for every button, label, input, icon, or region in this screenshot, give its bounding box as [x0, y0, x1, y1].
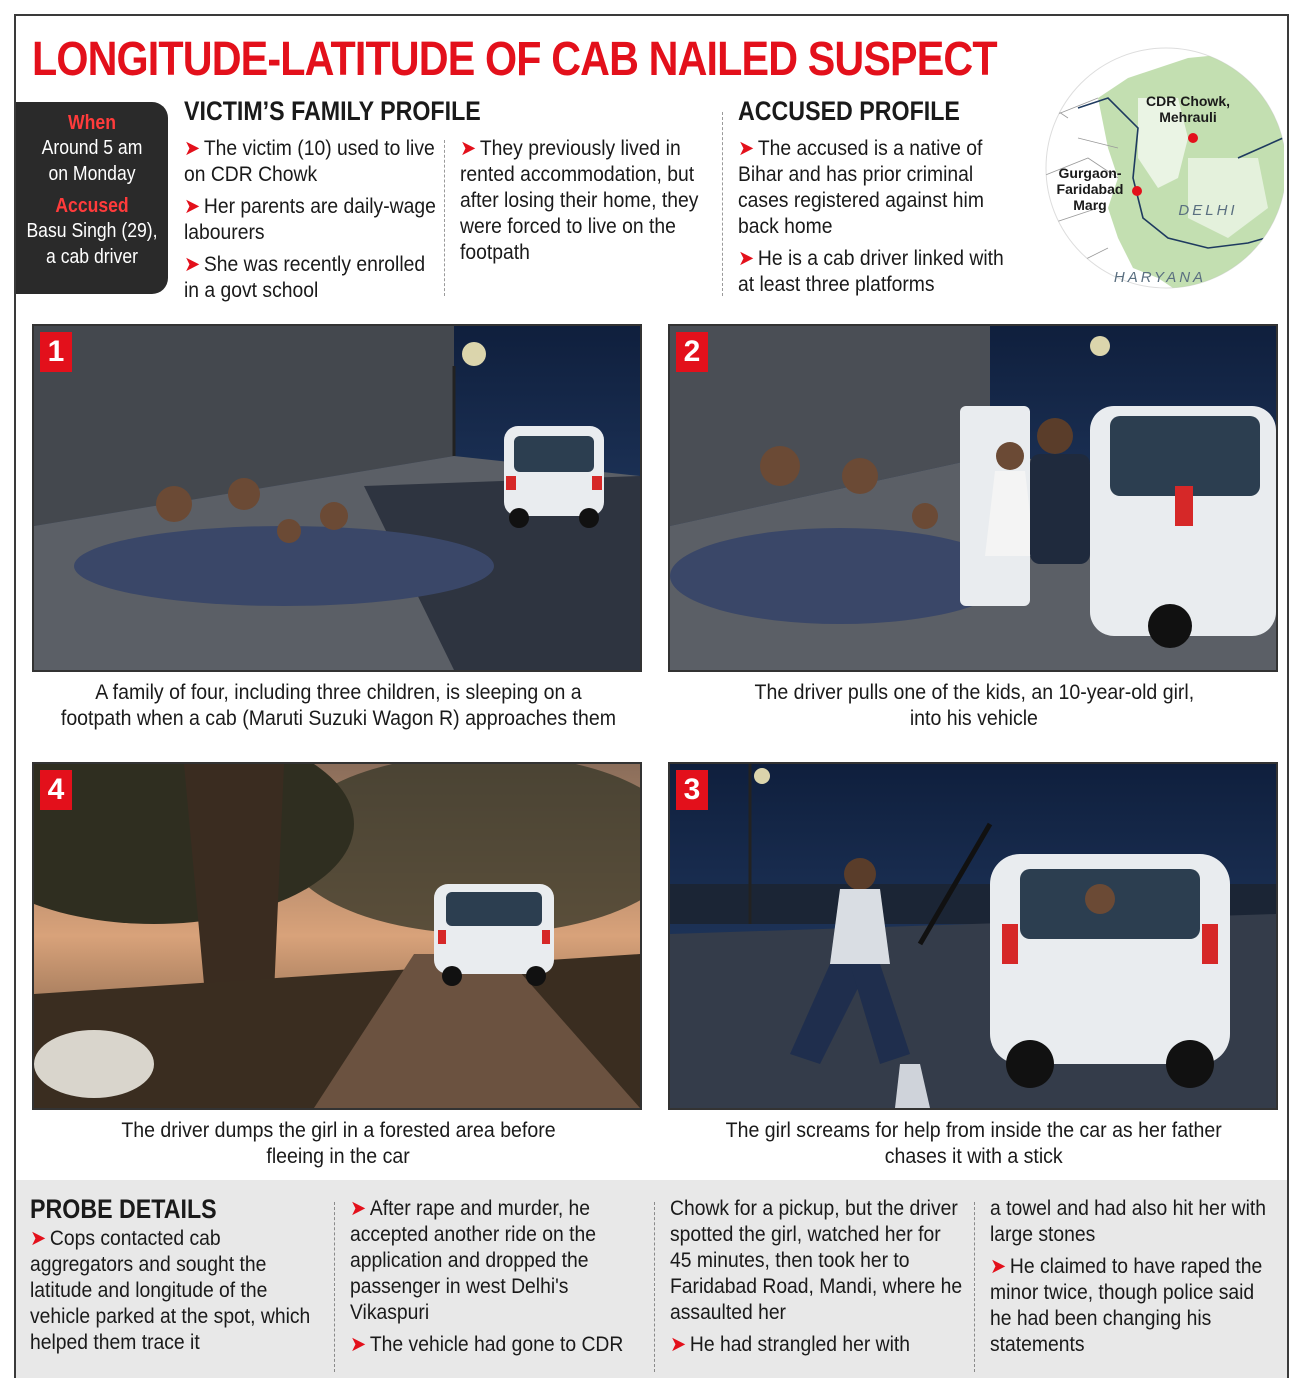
probe-title: PROBE DETAILS: [30, 1194, 217, 1224]
family-sleeping-scene-icon: [34, 326, 640, 670]
panel-1-caption: A family of four, including three children, is sleeping on a footpath when a cab (Maruti Suzuki Wagon R) approaches them: [60, 681, 616, 730]
father-chase-scene-icon: [670, 764, 1276, 1108]
panel-4: [32, 762, 642, 1110]
forest-dump-scene-icon: [34, 764, 640, 1108]
map-label-cdr-2: Mehrauli: [1159, 109, 1217, 125]
map-label-cdr-1: CDR Chowk,: [1146, 93, 1230, 109]
probe-col-2: ➤ After rape and murder, he accepted another ride on the application and dropped the passenger in west Delhi's Vikaspuri ➤ The vehicle had gone to CDR: [350, 1197, 624, 1356]
panel-number: 3: [676, 770, 708, 810]
victim-bullet: ➤ She was recently enrolled in a govt school: [184, 253, 426, 302]
when-accused-box: [16, 102, 168, 294]
panel-number: 4: [40, 770, 72, 810]
when-line-2: on Monday: [48, 163, 136, 185]
arrow-icon: ➤: [350, 1197, 367, 1220]
panel-3: [668, 762, 1278, 1110]
panel-4-caption: The driver dumps the girl in a forested area before fleeing in the car: [120, 1119, 556, 1168]
panel-number: 1: [40, 332, 72, 372]
when-label: When: [68, 112, 116, 134]
accused-line-2: a cab driver: [46, 246, 138, 268]
map-label-delhi: DELHI: [1178, 202, 1238, 219]
accused-profile-title: ACCUSED PROFILE: [738, 96, 960, 126]
driver-pulls-girl-scene-icon: [670, 326, 1276, 670]
panel-3-caption: The girl screams for help from inside the car as her father chases it with a stick: [725, 1119, 1223, 1168]
arrow-icon: ➤: [738, 247, 755, 270]
arrow-icon: ➤: [738, 137, 755, 160]
probe-col-3: Chowk for a pickup, but the driver spotted the girl, watched her for 45 minutes, then took her to Faridabad Road, Mandi, where he assaulted her ➤ He had strangled her with: [670, 1197, 963, 1356]
victim-bullet: ➤ They previously lived in rented accommodation, but after losing their home, they were forced to live on the footpath: [460, 137, 699, 264]
when-line-1: Around 5 am: [41, 137, 143, 159]
arrow-icon: ➤: [460, 137, 477, 160]
arrow-icon: ➤: [184, 137, 201, 160]
accused-line-1: Basu Singh (29),: [26, 220, 158, 242]
accused-bullet: ➤ The accused is a native of Bihar and has prior criminal cases registered against him back home: [738, 137, 984, 238]
probe-col-4: a towel and had also hit her with large stones ➤ He claimed to have raped the minor twice, though police said he had been changing his statements: [990, 1197, 1267, 1356]
divider: [334, 1202, 335, 1372]
divider: [722, 112, 723, 296]
victim-profile-col1: [184, 136, 442, 310]
headline: LONGITUDE-LATITUDE OF CAB NAILED SUSPECT: [32, 33, 997, 86]
probe-col-1: PROBE DETAILS ➤ Cops contacted cab aggregators and sought the latitude and longitude of the vehicle parked at the spot, which helped them trace it: [30, 1194, 311, 1354]
victim-profile-title: VICTIM’S FAMILY PROFILE: [184, 96, 481, 126]
divider: [444, 140, 445, 296]
panel-2-caption: The driver pulls one of the kids, an 10-year-old girl, into his vehicle: [754, 681, 1194, 730]
victim-profile-col2: [460, 136, 710, 272]
arrow-icon: ➤: [30, 1227, 47, 1250]
accused-bullet: ➤ He is a cab driver linked with at least three platforms: [738, 247, 1004, 296]
location-map: [1038, 38, 1284, 298]
map-label-gurgaon-3: Marg: [1073, 197, 1107, 213]
victim-bullet: ➤ The victim (10) used to live on CDR Chowk: [184, 137, 435, 186]
arrow-icon: ➤: [184, 253, 201, 276]
map-label-gurgaon-1: Gurgaon-: [1058, 165, 1122, 181]
panel-1: [32, 324, 642, 672]
cdr-chowk-marker: [1188, 133, 1198, 143]
gurgaon-marker: [1132, 186, 1142, 196]
arrow-icon: ➤: [184, 195, 201, 218]
arrow-icon: ➤: [990, 1255, 1007, 1278]
accused-profile-bullets: [738, 136, 1022, 304]
divider: [654, 1202, 655, 1372]
accused-label: Accused: [55, 195, 129, 217]
probe-details-section: [16, 1180, 1289, 1378]
panel-number: 2: [676, 332, 708, 372]
infographic-frame: [14, 14, 1289, 1378]
panel-2: [668, 324, 1278, 672]
victim-bullet: ➤ Her parents are daily-wage labourers: [184, 195, 436, 244]
map-label-haryana: HARYANA: [1113, 269, 1207, 286]
arrow-icon: ➤: [350, 1333, 367, 1356]
map-label-gurgaon-2: Faridabad: [1056, 181, 1124, 197]
arrow-icon: ➤: [670, 1333, 687, 1356]
divider: [974, 1202, 975, 1372]
